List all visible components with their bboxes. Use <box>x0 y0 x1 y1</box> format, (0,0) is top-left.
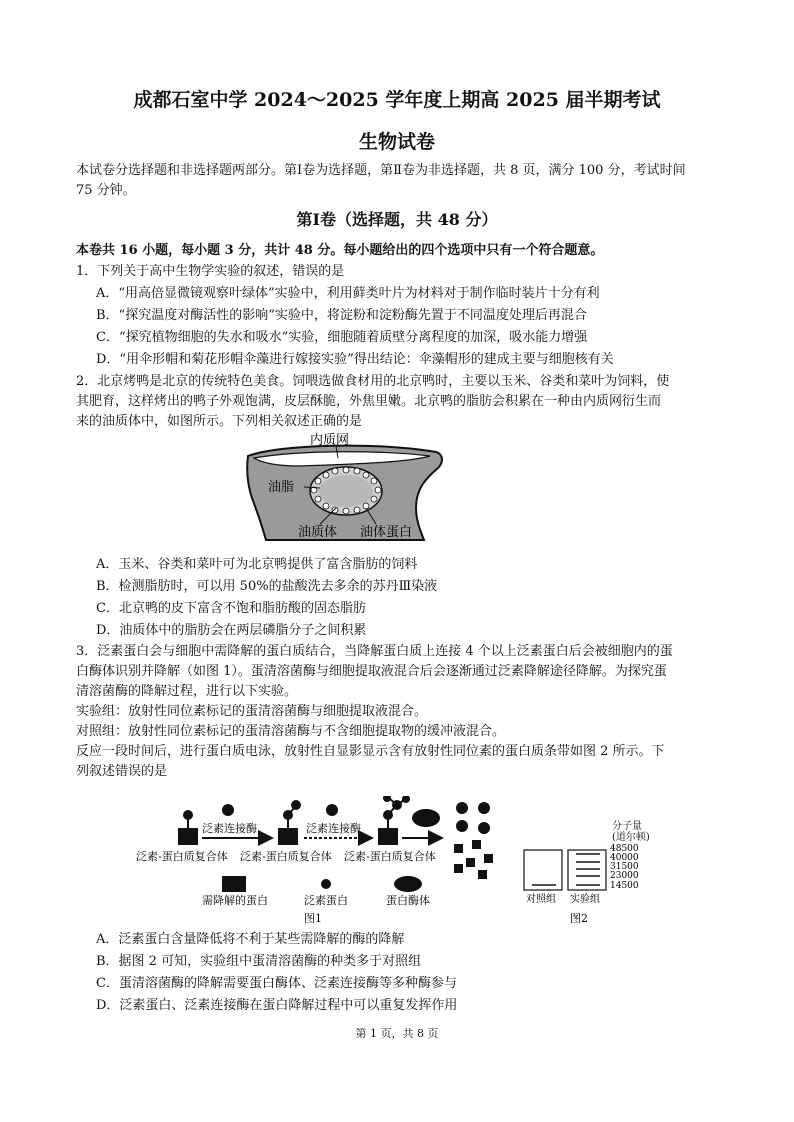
complex-2-shape <box>278 800 301 845</box>
page-footer: 第 1 页，共 8 页 <box>355 1027 439 1040</box>
ubiquitin-pathway-figure <box>136 796 506 928</box>
q2-option-d: D．油质体中的脂肪会在两层磷脂分子之间积累 <box>96 623 367 638</box>
complex-1-shape <box>178 810 198 845</box>
enzyme-label-2: 泛素连接酶 <box>306 822 361 835</box>
complex-label-1: 泛素-蛋白质复合体 <box>136 850 228 863</box>
legend-proteasome-icon <box>394 876 422 892</box>
q2-option-a: A．玉米、谷类和菜叶可为北京鸭提供了富含脂肪的饲料 <box>96 557 418 572</box>
fig1-caption: 图1 <box>304 912 322 925</box>
label-oil-body: 油质体 <box>298 525 338 540</box>
subject-title: 生物试卷 <box>358 131 435 153</box>
free-ubiquitin-2 <box>326 804 338 816</box>
oil-droplet <box>319 475 373 507</box>
mw-label-1: 分子量 <box>612 821 642 832</box>
q3-option-a: A．泛素蛋白含量降低将不利于某些需降解的酶的降解 <box>96 932 405 947</box>
q1-option-b: B．“探究温度对酶活性的影响”实验中，将淀粉和淀粉酶先置于不同温度处理后再混合 <box>96 308 587 323</box>
mw-marker-4: 23000 <box>610 871 639 881</box>
q3-stem-1: 3．泛素蛋白会与细胞中需降解的蛋白质结合，当降解蛋白质上连接 4 个以上泛素蛋白后会被细胞内的蛋 <box>76 644 673 659</box>
degradation-products <box>454 802 493 879</box>
mw-marker-1: 48500 <box>610 844 639 854</box>
complex-label-3: 泛素-蛋白质复合体 <box>344 850 436 863</box>
section-note: 本卷共 16 小题，每小题 3 分，共计 48 分。每小题给出的四个选项中只有一个符合题意。 <box>76 243 604 258</box>
q3-ctrl-group: 对照组：放射性同位素标记的蛋清溶菌酶与不含细胞提取物的缓冲液混合。 <box>76 724 506 739</box>
mw-marker-5: 14500 <box>610 881 639 891</box>
q3-exp-group: 实验组：放射性同位素标记的蛋清溶菌酶与细胞提取液混合。 <box>76 704 428 719</box>
mw-marker-2: 40000 <box>610 853 639 863</box>
legend-ubiquitin-icon <box>321 879 331 889</box>
free-ubiquitin-1 <box>222 804 234 816</box>
q3-option-c: C．蛋清溶菌酶的降解需要蛋白酶体、泛素连接酶等多种酶参与 <box>96 976 457 991</box>
label-er: 内质网 <box>310 433 350 448</box>
oil-body-figure <box>240 428 450 550</box>
q2-stem-2: 其肥育，这样烤出的鸭子外观饱满，皮层酥脆，外焦里嫩。北京鸭的脂肪会积累在一种由内质网衍生而 <box>76 394 662 409</box>
control-lane-label: 对照组 <box>526 894 556 905</box>
enzyme-label-1: 泛素连接酶 <box>202 822 257 835</box>
q2-stem-1: 2．北京烤鸭是北京的传统特色美食。饲喂选做食材用的北京鸭时，主要以玉米、谷类和菜叶为饲料，使 <box>76 374 670 389</box>
legend-proteasome-label: 蛋白酶体 <box>386 894 430 907</box>
mw-axis-title <box>612 821 650 843</box>
q3-stem-3: 清溶菌酶的降解过程，进行以下实验。 <box>76 684 298 699</box>
q3-stem-4: 反应一段时间后，进行蛋白质电泳，放射性自显影显示含有放射性同位素的蛋白质条带如图 2 所示。下 <box>76 744 665 759</box>
gel-lane-control <box>524 850 562 890</box>
legend-ubiquitin-label: 泛素蛋白 <box>304 894 348 907</box>
q1-option-d: D．“用伞形帽和菊花形帽伞藻进行嫁接实验”得出结论：伞藻帽形的建成主要与细胞核有关 <box>96 352 614 367</box>
label-oleosin: 油体蛋白 <box>360 525 413 540</box>
gel-lane-experiment <box>568 850 606 890</box>
q3-stem-2: 白酶体识别并降解（如图 1）。蛋清溶菌酶与细胞提取液混合后会逐渐通过泛素降解途径降解。为探究蛋 <box>76 664 667 679</box>
mw-label-2: (道尔顿) <box>612 832 650 843</box>
q3-option-d: D．泛素蛋白、泛素连接酶在蛋白降解过程中可以重复发挥作用 <box>96 998 458 1013</box>
legend-target-label: 需降解的蛋白 <box>202 894 268 907</box>
exam-title: 成都石室中学 2024～2025 学年度上期高 2025 届半期考试 <box>133 89 661 111</box>
q1-option-c: C．“探究植物细胞的失水和吸水”实验，细胞随着质壁分离程度的加深，吸水能力增强 <box>96 330 588 345</box>
experiment-lane-label: 实验组 <box>570 894 600 905</box>
q2-stem-3: 来的油质体中，如图所示。下列相关叙述正确的是 <box>76 414 363 429</box>
q2-option-c: C．北京鸭的皮下富含不饱和脂肪酸的固态脂肪 <box>96 601 366 616</box>
q1-stem: 1．下列关于高中生物学实验的叙述，错误的是 <box>76 264 345 279</box>
q3-option-b: B．据图 2 可知，实验组中蛋清溶菌酶的种类多于对照组 <box>96 954 422 969</box>
proteasome-shape <box>412 809 440 827</box>
q1-option-a: A．“用高倍显微镜观察叶绿体”实验中，利用藓类叶片为材料对于制作临时装片十分有利 <box>96 286 600 301</box>
mw-marker-3: 31500 <box>610 862 639 872</box>
legend-target-icon <box>222 876 246 892</box>
fig2-caption: 图2 <box>570 912 588 925</box>
electrophoresis-figure <box>518 836 698 928</box>
section-title: 第Ⅰ卷（选择题，共 48 分） <box>296 210 498 229</box>
intro-line-2: 75 分钟。 <box>76 183 136 198</box>
intro-line-1: 本试卷分选择题和非选择题两部分。第Ⅰ卷为选择题，第Ⅱ卷为非选择题，共 8 页，满分 100 分，考试时间 <box>76 163 686 178</box>
q3-stem-5: 列叙述错误的是 <box>76 764 168 779</box>
complex-label-2: 泛素-蛋白质复合体 <box>240 850 332 863</box>
label-fat: 油脂 <box>268 480 295 495</box>
q2-option-b: B．检测脂肪时，可以用 50%的盐酸洗去多余的苏丹Ⅲ染液 <box>96 579 438 594</box>
